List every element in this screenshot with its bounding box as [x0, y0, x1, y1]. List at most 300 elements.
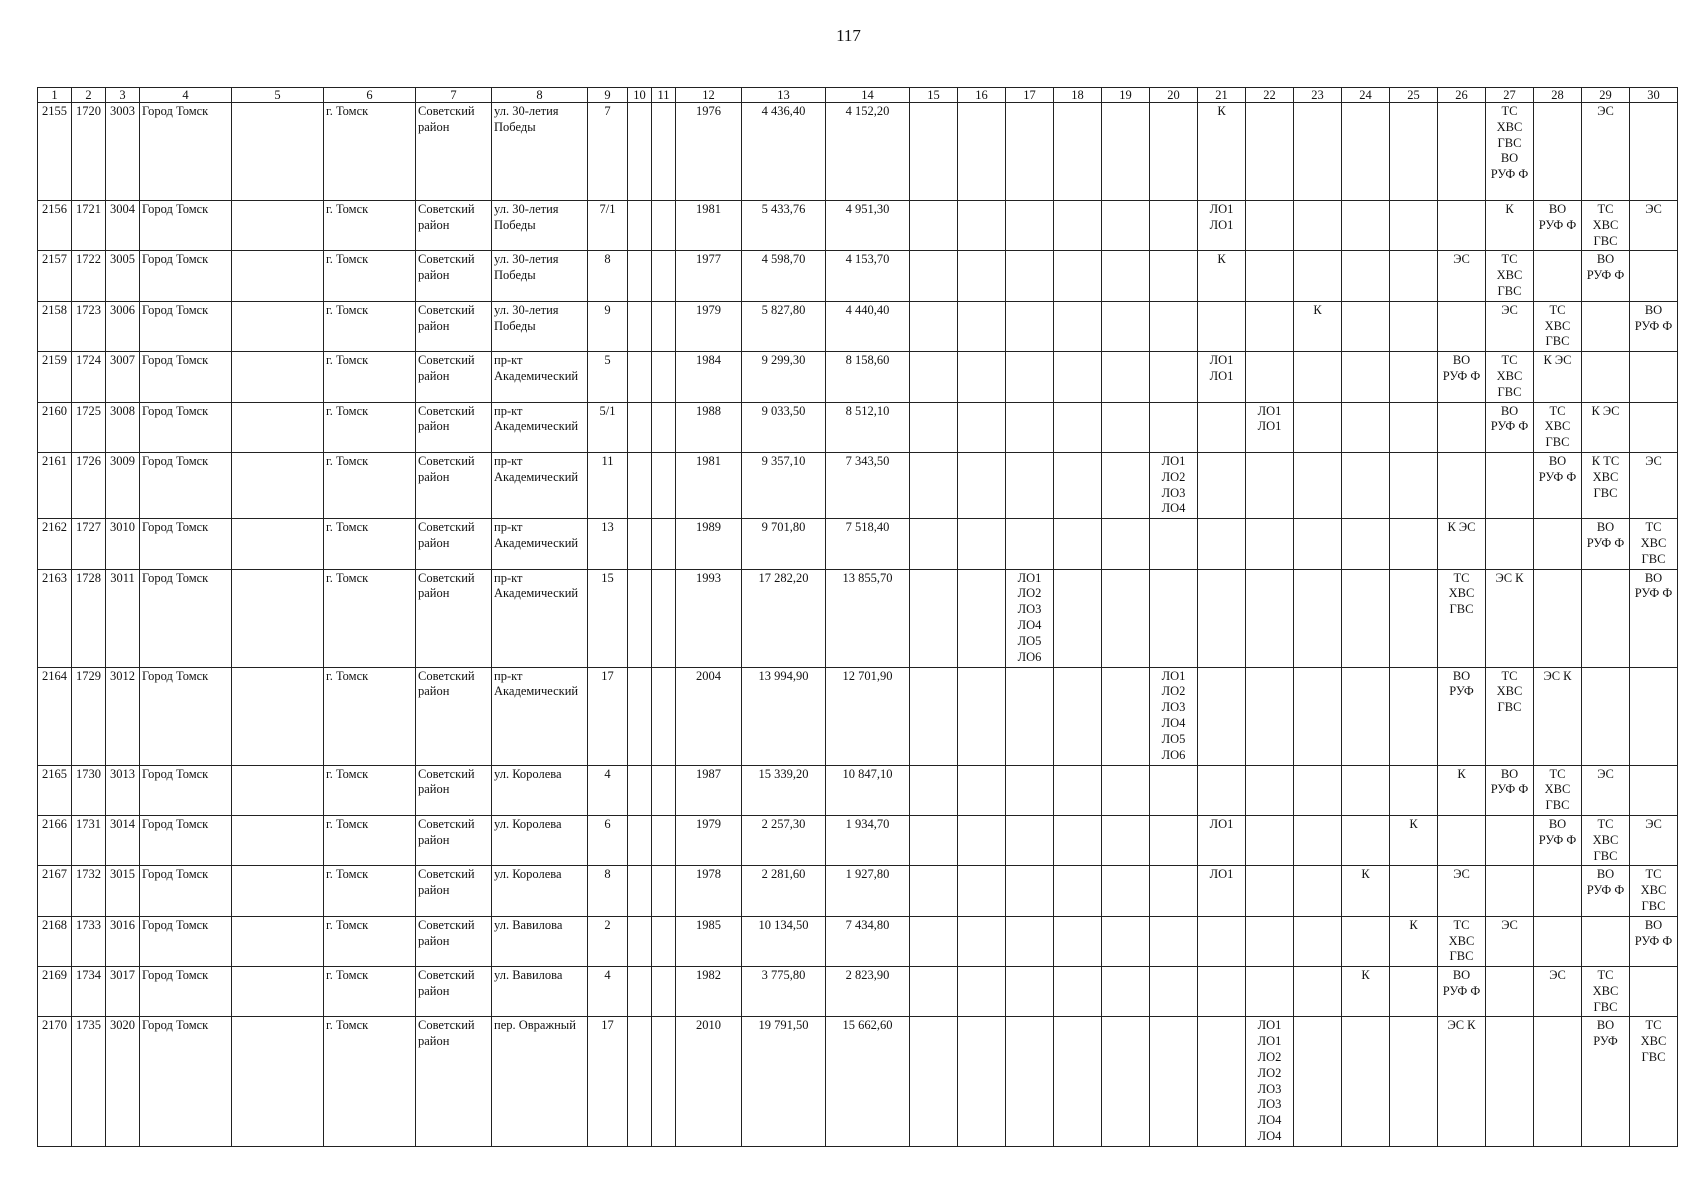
table-cell-col-30: [1630, 402, 1678, 452]
table-cell-col-16: [958, 866, 1006, 916]
table-cell-col-30: [1630, 251, 1678, 301]
table-cell-col-30: [1630, 765, 1678, 815]
table-cell-col-18: [1054, 866, 1102, 916]
table-cell-col-12: 1981: [676, 201, 742, 251]
table-cell-col-29: ВО РУФ Ф: [1582, 251, 1630, 301]
table-cell-col-26: ЭС К: [1438, 1017, 1486, 1146]
table-cell-col-9: 7: [588, 103, 628, 201]
table-cell-col-5: [232, 967, 324, 1017]
table-cell-col-20: [1150, 519, 1198, 569]
table-cell-col-6: г. Томск: [324, 667, 416, 765]
table-cell-col-4: Город Томск: [140, 201, 232, 251]
table-cell-col-6: г. Томск: [324, 103, 416, 201]
table-cell-col-9: 4: [588, 967, 628, 1017]
table-cell-col-8: пр-кт Академический: [492, 519, 588, 569]
table-cell-col-13: 3 775,80: [742, 967, 826, 1017]
table-cell-col-30: ЭС: [1630, 815, 1678, 865]
column-header: 4: [140, 88, 232, 103]
table-cell-col-26: [1438, 103, 1486, 201]
table-cell-col-15: [910, 402, 958, 452]
table-cell-col-2: 1734: [72, 967, 106, 1017]
table-cell-col-18: [1054, 402, 1102, 452]
table-cell-col-22: [1246, 301, 1294, 351]
table-cell-col-18: [1054, 201, 1102, 251]
table-cell-col-11: [652, 916, 676, 966]
table-cell-col-18: [1054, 519, 1102, 569]
table-cell-col-21: [1198, 569, 1246, 667]
table-cell-col-7: Советский район: [416, 667, 492, 765]
column-header: 28: [1534, 88, 1582, 103]
table-cell-col-25: [1390, 352, 1438, 402]
table-row: [38, 916, 1678, 966]
table-cell-col-25: [1390, 765, 1438, 815]
table-cell-col-21: ЛО1 ЛО1: [1198, 352, 1246, 402]
table-cell-col-2: 1727: [72, 519, 106, 569]
table-cell-col-19: [1102, 569, 1150, 667]
table-cell-col-14: 15 662,60: [826, 1017, 910, 1146]
table-cell-col-25: [1390, 569, 1438, 667]
table-cell-col-25: [1390, 452, 1438, 518]
table-cell-col-6: г. Томск: [324, 519, 416, 569]
table-cell-col-23: [1294, 667, 1342, 765]
table-cell-col-9: 8: [588, 251, 628, 301]
table-cell-col-27: [1486, 1017, 1534, 1146]
table-cell-col-8: ул. Королева: [492, 765, 588, 815]
table-cell-col-27: [1486, 815, 1534, 865]
table-cell-col-12: 1984: [676, 352, 742, 402]
table-cell-col-11: [652, 967, 676, 1017]
table-cell-col-12: 1982: [676, 967, 742, 1017]
table-cell-col-1: 2155: [38, 103, 72, 201]
table-cell-col-29: ТС ХВС ГВС: [1582, 201, 1630, 251]
table-cell-col-24: [1342, 402, 1390, 452]
table-cell-col-18: [1054, 1017, 1102, 1146]
table-cell-col-24: [1342, 815, 1390, 865]
column-header: 25: [1390, 88, 1438, 103]
table-cell-col-15: [910, 866, 958, 916]
table-cell-col-4: Город Томск: [140, 967, 232, 1017]
table-cell-col-10: [628, 866, 652, 916]
table-cell-col-5: [232, 452, 324, 518]
table-cell-col-28: ВО РУФ Ф: [1534, 201, 1582, 251]
table-cell-col-20: [1150, 1017, 1198, 1146]
table-cell-col-27: [1486, 519, 1534, 569]
table-cell-col-9: 17: [588, 667, 628, 765]
column-header: 8: [492, 88, 588, 103]
table-cell-col-7: Советский район: [416, 569, 492, 667]
column-header: 17: [1006, 88, 1054, 103]
table-cell-col-20: [1150, 103, 1198, 201]
table-cell-col-27: ЭС К: [1486, 569, 1534, 667]
table-cell-col-30: ВО РУФ Ф: [1630, 569, 1678, 667]
table-cell-col-7: Советский район: [416, 201, 492, 251]
table-cell-col-20: [1150, 866, 1198, 916]
table-cell-col-10: [628, 667, 652, 765]
table-cell-col-1: 2157: [38, 251, 72, 301]
table-cell-col-18: [1054, 765, 1102, 815]
table-cell-col-22: [1246, 251, 1294, 301]
table-cell-col-3: 3011: [106, 569, 140, 667]
table-cell-col-25: [1390, 1017, 1438, 1146]
table-cell-col-16: [958, 765, 1006, 815]
table-cell-col-13: 4 436,40: [742, 103, 826, 201]
table-cell-col-20: [1150, 916, 1198, 966]
table-cell-col-3: 3009: [106, 452, 140, 518]
table-cell-col-10: [628, 916, 652, 966]
column-header: 5: [232, 88, 324, 103]
table-cell-col-3: 3003: [106, 103, 140, 201]
column-header: 19: [1102, 88, 1150, 103]
table-cell-col-3: 3016: [106, 916, 140, 966]
table-cell-col-5: [232, 251, 324, 301]
table-cell-col-16: [958, 301, 1006, 351]
table-cell-col-30: ЭС: [1630, 201, 1678, 251]
table-cell-col-20: [1150, 201, 1198, 251]
table-cell-col-10: [628, 519, 652, 569]
table-cell-col-29: [1582, 352, 1630, 402]
table-cell-col-19: [1102, 815, 1150, 865]
table-cell-col-20: [1150, 352, 1198, 402]
table-cell-col-8: ул. 30-летия Победы: [492, 251, 588, 301]
table-cell-col-11: [652, 201, 676, 251]
table-cell-col-21: [1198, 765, 1246, 815]
table-cell-col-17: [1006, 967, 1054, 1017]
table-cell-col-26: [1438, 402, 1486, 452]
table-cell-col-16: [958, 402, 1006, 452]
table-cell-col-16: [958, 103, 1006, 201]
table-cell-col-17: [1006, 866, 1054, 916]
table-cell-col-22: [1246, 519, 1294, 569]
table-cell-col-13: 5 827,80: [742, 301, 826, 351]
table-cell-col-11: [652, 452, 676, 518]
table-cell-col-18: [1054, 667, 1102, 765]
table-cell-col-14: 8 512,10: [826, 402, 910, 452]
table-cell-col-28: [1534, 519, 1582, 569]
table-cell-col-15: [910, 301, 958, 351]
table-cell-col-7: Советский район: [416, 352, 492, 402]
table-cell-col-21: [1198, 916, 1246, 966]
column-header: 13: [742, 88, 826, 103]
table-cell-col-13: 9 299,30: [742, 352, 826, 402]
table-cell-col-21: [1198, 519, 1246, 569]
table-cell-col-24: К: [1342, 866, 1390, 916]
table-row: [38, 103, 1678, 201]
table-cell-col-25: [1390, 251, 1438, 301]
table-cell-col-19: [1102, 519, 1150, 569]
table-cell-col-13: 2 281,60: [742, 866, 826, 916]
table-cell-col-6: г. Томск: [324, 402, 416, 452]
table-cell-col-16: [958, 452, 1006, 518]
table-row: [38, 765, 1678, 815]
table-cell-col-21: ЛО1 ЛО1: [1198, 201, 1246, 251]
table-cell-col-6: г. Томск: [324, 815, 416, 865]
table-cell-col-1: 2160: [38, 402, 72, 452]
table-cell-col-2: 1722: [72, 251, 106, 301]
table-cell-col-27: [1486, 967, 1534, 1017]
column-header: 10: [628, 88, 652, 103]
table-cell-col-16: [958, 916, 1006, 966]
table-cell-col-11: [652, 402, 676, 452]
table-cell-col-1: 2156: [38, 201, 72, 251]
table-cell-col-21: К: [1198, 103, 1246, 201]
table-cell-col-3: 3020: [106, 1017, 140, 1146]
table-cell-col-27: ВО РУФ Ф: [1486, 765, 1534, 815]
column-header: 23: [1294, 88, 1342, 103]
table-cell-col-10: [628, 569, 652, 667]
table-cell-col-28: ВО РУФ Ф: [1534, 452, 1582, 518]
table-cell-col-2: 1729: [72, 667, 106, 765]
table-cell-col-7: Советский район: [416, 866, 492, 916]
table-cell-col-12: 2004: [676, 667, 742, 765]
table-cell-col-18: [1054, 452, 1102, 518]
table-cell-col-8: ул. Королева: [492, 866, 588, 916]
table-cell-col-13: 17 282,20: [742, 569, 826, 667]
table-cell-col-14: 7 518,40: [826, 519, 910, 569]
table-cell-col-16: [958, 667, 1006, 765]
table-cell-col-4: Город Томск: [140, 765, 232, 815]
table-cell-col-14: 4 951,30: [826, 201, 910, 251]
table-cell-col-11: [652, 569, 676, 667]
table-cell-col-28: [1534, 1017, 1582, 1146]
table-cell-col-22: [1246, 103, 1294, 201]
table-cell-col-9: 5/1: [588, 402, 628, 452]
table-cell-col-25: К: [1390, 815, 1438, 865]
table-row: [38, 815, 1678, 865]
table-cell-col-12: 1988: [676, 402, 742, 452]
table-cell-col-23: [1294, 103, 1342, 201]
table-cell-col-28: К ЭС: [1534, 352, 1582, 402]
table-cell-col-6: г. Томск: [324, 1017, 416, 1146]
table-cell-col-26: К: [1438, 765, 1486, 815]
column-header: 26: [1438, 88, 1486, 103]
table-cell-col-24: [1342, 103, 1390, 201]
table-cell-col-28: ЭС: [1534, 967, 1582, 1017]
table-cell-col-30: ВО РУФ Ф: [1630, 301, 1678, 351]
table-cell-col-7: Советский район: [416, 519, 492, 569]
table-row: [38, 967, 1678, 1017]
table-cell-col-6: г. Томск: [324, 201, 416, 251]
housing-registry-table: [37, 87, 1678, 1147]
table-cell-col-8: пр-кт Академический: [492, 452, 588, 518]
table-cell-col-4: Город Томск: [140, 103, 232, 201]
table-cell-col-24: [1342, 765, 1390, 815]
table-cell-col-12: 1976: [676, 103, 742, 201]
table-cell-col-4: Город Томск: [140, 866, 232, 916]
table-cell-col-23: [1294, 1017, 1342, 1146]
table-cell-col-26: К ЭС: [1438, 519, 1486, 569]
table-cell-col-12: 1978: [676, 866, 742, 916]
table-cell-col-22: [1246, 815, 1294, 865]
table-cell-col-24: [1342, 201, 1390, 251]
table-cell-col-23: [1294, 402, 1342, 452]
table-cell-col-20: [1150, 569, 1198, 667]
table-cell-col-11: [652, 866, 676, 916]
table-cell-col-9: 7/1: [588, 201, 628, 251]
table-cell-col-29: ВО РУФ: [1582, 1017, 1630, 1146]
table-cell-col-11: [652, 815, 676, 865]
table-cell-col-22: [1246, 569, 1294, 667]
table-cell-col-25: [1390, 103, 1438, 201]
table-cell-col-29: ЭС: [1582, 765, 1630, 815]
table-cell-col-12: 1987: [676, 765, 742, 815]
table-cell-col-18: [1054, 916, 1102, 966]
table-cell-col-19: [1102, 667, 1150, 765]
table-cell-col-8: ул. Вавилова: [492, 967, 588, 1017]
table-cell-col-29: ВО РУФ Ф: [1582, 866, 1630, 916]
table-body: [38, 103, 1678, 1147]
table-cell-col-4: Город Томск: [140, 251, 232, 301]
table-cell-col-23: К: [1294, 301, 1342, 351]
table-cell-col-20: [1150, 301, 1198, 351]
table-cell-col-13: 19 791,50: [742, 1017, 826, 1146]
table-cell-col-17: ЛО1 ЛО2 ЛО3 ЛО4 ЛО5 ЛО6: [1006, 569, 1054, 667]
table-cell-col-5: [232, 815, 324, 865]
table-cell-col-7: Советский район: [416, 1017, 492, 1146]
table-cell-col-6: г. Томск: [324, 866, 416, 916]
table-row: [38, 201, 1678, 251]
table-cell-col-26: [1438, 452, 1486, 518]
table-cell-col-11: [652, 352, 676, 402]
table-cell-col-8: ул. Королева: [492, 815, 588, 865]
table-cell-col-29: ВО РУФ Ф: [1582, 519, 1630, 569]
table-cell-col-15: [910, 1017, 958, 1146]
table-cell-col-30: ТС ХВС ГВС: [1630, 866, 1678, 916]
table-cell-col-5: [232, 301, 324, 351]
table-cell-col-27: ТС ХВС ГВС: [1486, 667, 1534, 765]
table-cell-col-16: [958, 519, 1006, 569]
table-cell-col-23: [1294, 352, 1342, 402]
table-cell-col-9: 8: [588, 866, 628, 916]
column-header: 11: [652, 88, 676, 103]
column-header: 20: [1150, 88, 1198, 103]
table-cell-col-23: [1294, 866, 1342, 916]
table-cell-col-19: [1102, 1017, 1150, 1146]
table-cell-col-24: [1342, 301, 1390, 351]
column-header: 21: [1198, 88, 1246, 103]
table-cell-col-16: [958, 251, 1006, 301]
table-cell-col-14: 13 855,70: [826, 569, 910, 667]
table-cell-col-2: 1726: [72, 452, 106, 518]
table-cell-col-25: [1390, 667, 1438, 765]
column-header: 27: [1486, 88, 1534, 103]
table-cell-col-4: Город Томск: [140, 569, 232, 667]
column-header: 12: [676, 88, 742, 103]
table-cell-col-22: [1246, 667, 1294, 765]
table-cell-col-29: [1582, 569, 1630, 667]
column-header: 6: [324, 88, 416, 103]
table-cell-col-13: 4 598,70: [742, 251, 826, 301]
table-cell-col-25: [1390, 519, 1438, 569]
table-cell-col-8: пр-кт Академический: [492, 569, 588, 667]
table-cell-col-14: 4 153,70: [826, 251, 910, 301]
table-cell-col-14: 1 927,80: [826, 866, 910, 916]
table-cell-col-14: 4 152,20: [826, 103, 910, 201]
table-cell-col-1: 2166: [38, 815, 72, 865]
column-header: 9: [588, 88, 628, 103]
table-cell-col-30: [1630, 352, 1678, 402]
table-cell-col-2: 1720: [72, 103, 106, 201]
table-cell-col-20: [1150, 402, 1198, 452]
table-cell-col-2: 1724: [72, 352, 106, 402]
table-cell-col-24: [1342, 352, 1390, 402]
table-cell-col-1: 2170: [38, 1017, 72, 1146]
table-cell-col-15: [910, 251, 958, 301]
table-cell-col-18: [1054, 352, 1102, 402]
table-cell-col-11: [652, 251, 676, 301]
table-cell-col-9: 9: [588, 301, 628, 351]
column-header: 3: [106, 88, 140, 103]
table-cell-col-28: [1534, 866, 1582, 916]
table-cell-col-13: 13 994,90: [742, 667, 826, 765]
table-cell-col-29: [1582, 301, 1630, 351]
table-cell-col-2: 1733: [72, 916, 106, 966]
table-cell-col-12: 1981: [676, 452, 742, 518]
table-cell-col-27: [1486, 452, 1534, 518]
table-cell-col-23: [1294, 201, 1342, 251]
table-cell-col-15: [910, 103, 958, 201]
table-cell-col-23: [1294, 815, 1342, 865]
table-cell-col-27: ВО РУФ Ф: [1486, 402, 1534, 452]
table-cell-col-9: 11: [588, 452, 628, 518]
table-cell-col-10: [628, 1017, 652, 1146]
table-cell-col-17: [1006, 103, 1054, 201]
table-cell-col-2: 1728: [72, 569, 106, 667]
table-cell-col-23: [1294, 519, 1342, 569]
table-cell-col-23: [1294, 569, 1342, 667]
table-cell-col-22: ЛО1 ЛО1: [1246, 402, 1294, 452]
column-header: 2: [72, 88, 106, 103]
table-cell-col-10: [628, 402, 652, 452]
table-cell-col-15: [910, 519, 958, 569]
table-cell-col-3: 3012: [106, 667, 140, 765]
table-cell-col-26: [1438, 201, 1486, 251]
table-cell-col-5: [232, 402, 324, 452]
table-cell-col-10: [628, 201, 652, 251]
table-cell-col-18: [1054, 967, 1102, 1017]
table-cell-col-18: [1054, 301, 1102, 351]
table-cell-col-15: [910, 765, 958, 815]
table-cell-col-12: 2010: [676, 1017, 742, 1146]
table-cell-col-29: [1582, 916, 1630, 966]
table-cell-col-5: [232, 519, 324, 569]
table-cell-col-23: [1294, 251, 1342, 301]
table-cell-col-6: г. Томск: [324, 301, 416, 351]
table-row: [38, 519, 1678, 569]
table-cell-col-22: [1246, 765, 1294, 815]
table-cell-col-29: К ЭС: [1582, 402, 1630, 452]
table-cell-col-16: [958, 967, 1006, 1017]
table-cell-col-5: [232, 103, 324, 201]
table-cell-col-11: [652, 103, 676, 201]
table-row: [38, 251, 1678, 301]
table-cell-col-22: [1246, 967, 1294, 1017]
table-cell-col-21: ЛО1: [1198, 815, 1246, 865]
table-cell-col-21: [1198, 1017, 1246, 1146]
table-cell-col-29: ЭС: [1582, 103, 1630, 201]
table-cell-col-24: [1342, 452, 1390, 518]
table-cell-col-19: [1102, 301, 1150, 351]
column-header: 24: [1342, 88, 1390, 103]
table-cell-col-21: [1198, 402, 1246, 452]
table-cell-col-21: К: [1198, 251, 1246, 301]
table-cell-col-7: Советский район: [416, 452, 492, 518]
table-cell-col-17: [1006, 251, 1054, 301]
table-cell-col-26: ВО РУФ: [1438, 667, 1486, 765]
table-cell-col-10: [628, 301, 652, 351]
table-cell-col-14: 12 701,90: [826, 667, 910, 765]
table-cell-col-21: [1198, 301, 1246, 351]
table-cell-col-17: [1006, 201, 1054, 251]
